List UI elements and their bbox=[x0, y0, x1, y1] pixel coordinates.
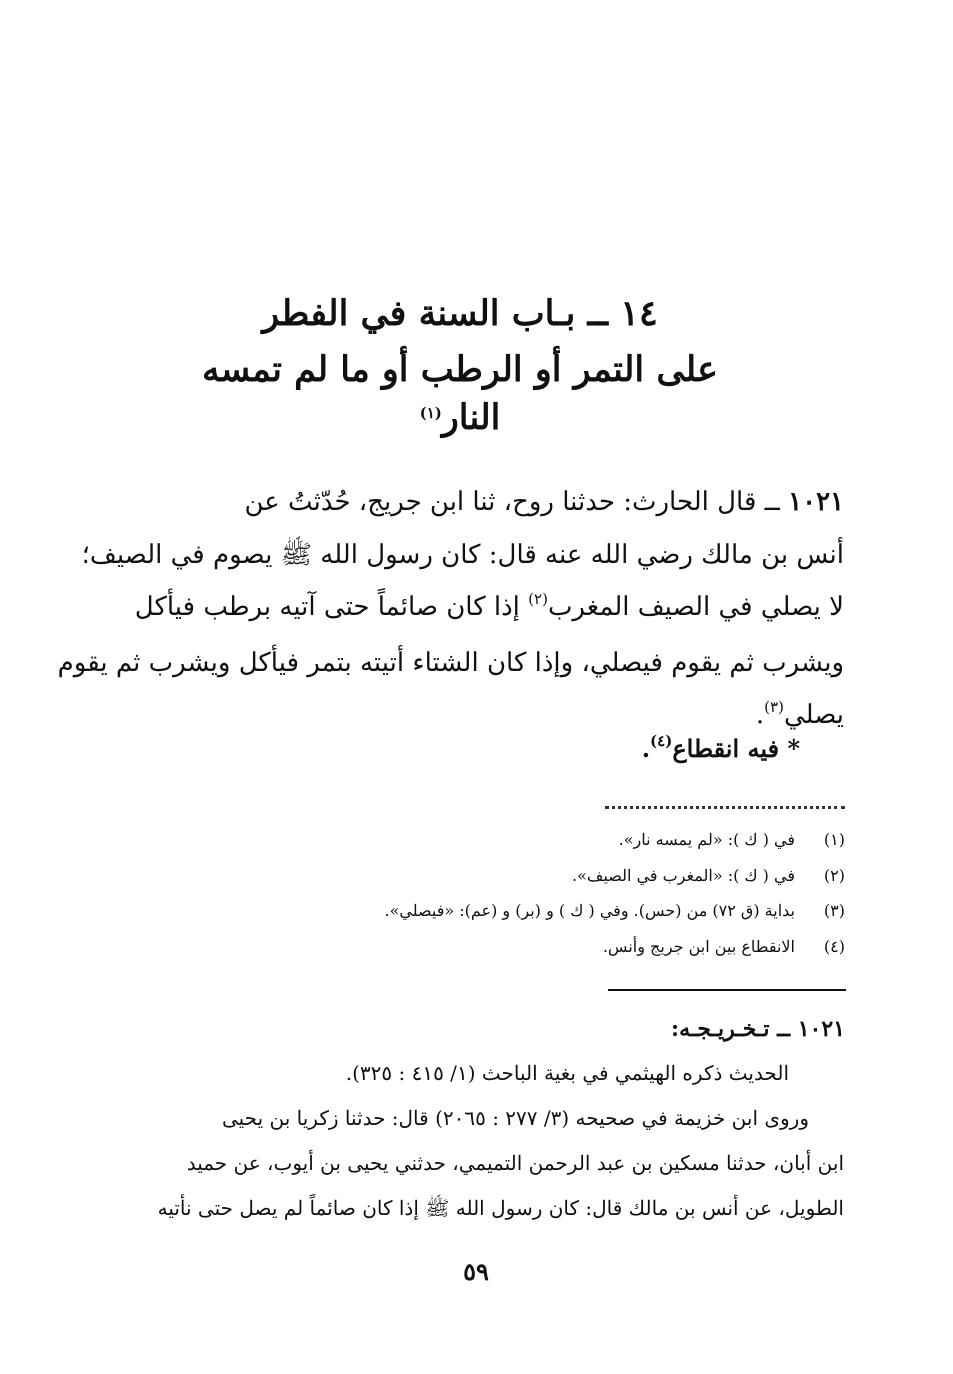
footnote-3 bbox=[300, 893, 845, 929]
takhrij-heading: ١٠٢١ ــ تـخـريـجـه: bbox=[671, 1016, 845, 1042]
isnad-note bbox=[380, 727, 800, 774]
footnote-number: (٣) bbox=[823, 901, 845, 920]
hadith-line-5-a: يصلي bbox=[783, 700, 844, 730]
hadith-number: ١٠٢١ bbox=[788, 487, 844, 517]
isnad-note-text: فيه انقطاع bbox=[672, 734, 780, 763]
isnad-note-end: . bbox=[641, 734, 651, 763]
footnote-text: بداية (ق ٧٢) من (حس). وفي ( ك ) و (بر) و (عم): «فيصلي». bbox=[384, 901, 795, 920]
takhrij-line-3: ابن أبان، حدثنا مسكين بن عبد الرحمن التميمي، حدثني يحيى بن أيوب، عن حميد bbox=[186, 1151, 844, 1175]
hadith-line-3 bbox=[120, 581, 844, 637]
hadith-line-3-b: إذا كان صائماً حتى آتيه برطب فيأكل bbox=[134, 592, 529, 622]
star-icon: * bbox=[787, 734, 800, 763]
takhrij-line-4: الطويل، عن أنس بن مالك قال: كان رسول الله ﷺ إذا كان صائماً لم يصل حتى نأتيه bbox=[157, 1196, 844, 1220]
footnote-number: (٤) bbox=[823, 936, 845, 956]
footnote-1 bbox=[300, 822, 845, 858]
hadith-line-2: أنس بن مالك رضي الله عنه قال: كان رسول الله ﷺ يصوم في الصيف؛ bbox=[81, 539, 844, 570]
hadith-line-5-b: . bbox=[755, 700, 765, 730]
footnote-number: (٢) bbox=[823, 865, 845, 885]
footnotes bbox=[300, 822, 845, 964]
hadith-text bbox=[57, 476, 844, 745]
footnote-text: الانقطاع بين ابن جريج وأنس. bbox=[602, 936, 795, 956]
footnote-marker: (٣) bbox=[764, 698, 784, 716]
footnote-text: في ( ك ): «لم يمسه نار». bbox=[618, 830, 795, 849]
footnote-separator bbox=[605, 806, 845, 809]
footnote-marker: (٤) bbox=[650, 732, 673, 750]
hadith-line-1-text: ــ قال الحارث: حدثنا روح، ثنا ابن جريج، حُدّثتُ عن bbox=[244, 487, 780, 517]
footnote-text: في ( ك ): «المغرب في الصيف». bbox=[572, 865, 795, 885]
page-number: ٥٩ bbox=[463, 1257, 489, 1286]
chapter-title-text: على التمر أو الرطب أو ما لم تمسه النار bbox=[202, 349, 718, 438]
hadith-line-4: ويشرب ثم يقوم فيصلي، وإذا كان الشتاء أتيته بتمر فيأكل ويشرب ثم يقوم bbox=[57, 647, 844, 678]
footnote-2 bbox=[300, 858, 845, 894]
takhrij-text bbox=[120, 1051, 844, 1231]
chapter-title-line2 bbox=[170, 346, 750, 448]
footnote-4 bbox=[300, 929, 845, 965]
hadith-line-3-a: لا يصلي في الصيف المغرب bbox=[547, 592, 844, 622]
footnote-marker: (١) bbox=[419, 404, 442, 422]
takhrij-line-1: الحديث ذكره الهيثمي في بغية الباحث (١/ ٤١٥ : ٣٢٥). bbox=[345, 1061, 789, 1085]
chapter-title-line1: ١٤ ــ بـاب السنة في الفطر bbox=[262, 293, 658, 334]
takhrij-line-2: وروى ابن خزيمة في صحيحه (٣/ ٢٧٧ : ٢٠٦٥) قال: حدثنا زكريا بن يحيى bbox=[221, 1106, 809, 1130]
hadith-line-1 bbox=[120, 476, 844, 529]
footnote-number: (١) bbox=[823, 830, 845, 849]
takhrij-separator bbox=[608, 989, 846, 991]
footnote-marker: (٢) bbox=[528, 590, 548, 608]
